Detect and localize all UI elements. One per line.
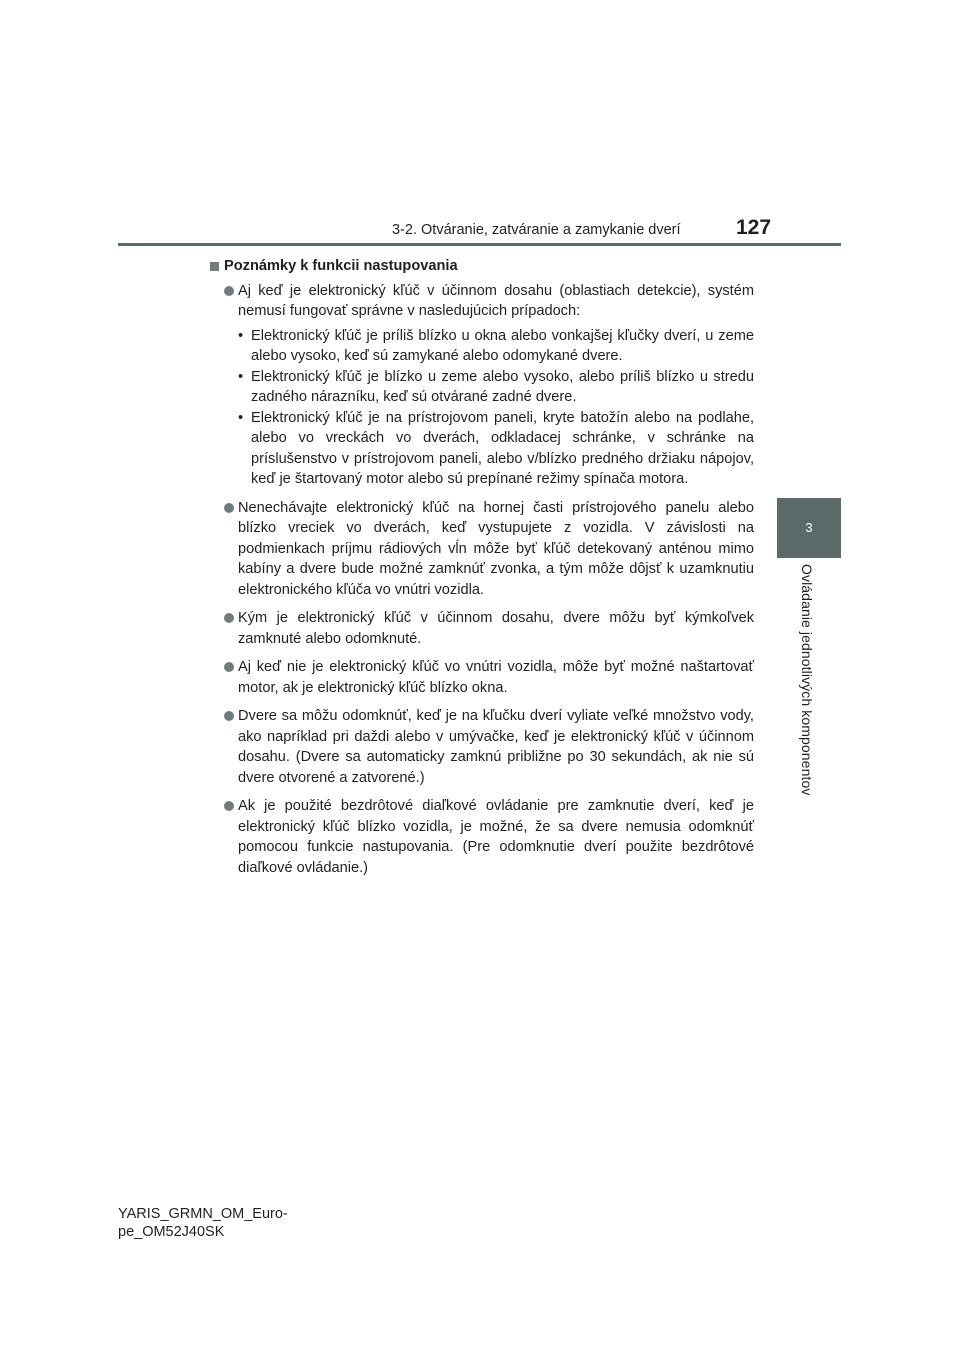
footer-doc-id bbox=[118, 1206, 288, 1241]
list-item-text: Kým je elektronický kľúč v účinnom dosahu, dvere môžu byť kýmkoľvek zamknuté alebo odomknuté. bbox=[238, 610, 754, 647]
circle-bullet-icon bbox=[224, 711, 234, 721]
circle-bullet-icon bbox=[224, 503, 234, 513]
list-item bbox=[210, 608, 754, 649]
sub-bullet-dot: • bbox=[238, 409, 244, 426]
list-item-text: Aj keď nie je elektronický kľúč vo vnútri vozidla, môže byť možné naštartovať motor, ak je elektronický kľúč blízko okna. bbox=[238, 659, 754, 696]
chapter-side-label bbox=[777, 558, 841, 802]
square-bullet-icon bbox=[210, 262, 219, 271]
section-heading-text: Poznámky k funkcii nastupovania bbox=[224, 258, 458, 274]
list-item bbox=[210, 796, 754, 878]
sub-list bbox=[238, 326, 754, 490]
list-item-text: Nenechávajte elektronický kľúč na hornej časti prístrojového panelu alebo blízko vreciek vo dverách, keď vystupujete z vozidla. V závislosti na podmienkach príjmu rádiových vĺn môže byť kľúč detekovaný anténou mimo kabíny a dvere bude možné zamknúť zvonka, a tým môže dôjsť k uzamknutiu elektronického kľúča vo vnútri vozidla. bbox=[238, 499, 754, 598]
sub-bullet-dot: • bbox=[238, 368, 244, 385]
list-item-text: Dvere sa môžu odomknúť, keď je na kľučku dverí vyliate veľké množstvo vody, ako napríklad pri daždi alebo v umývačke, keď je elektronický kľúč v účinnom dosahu. (Dvere sa automaticky zamknú približne po 30 sekundách, ak nie sú dvere otvorené a zatvorené.) bbox=[238, 708, 754, 786]
footer-line-2: pe_OM52J40SK bbox=[118, 1223, 225, 1240]
sub-list-item-text: Elektronický kľúč je na prístrojovom paneli, kryte batožín alebo na podlahe, alebo vo vreckách vo dverách, odkladacej schránke, v schránke na príslušenstvo v prístrojovom paneli, alebo v/blízko predného držiaku nápojov, keď je štartovaný motor alebo sú prepínané režimy spínača motora. bbox=[251, 409, 754, 487]
section-heading bbox=[210, 256, 754, 277]
circle-bullet-icon bbox=[224, 286, 234, 296]
sub-list-item-text: Elektronický kľúč je blízko u zeme alebo vysoko, alebo príliš blízko u stredu zadného nárazníku, keď sú otvárané zadné dvere. bbox=[251, 368, 754, 405]
header-section-title: 3-2. Otváranie, zatváranie a zamykanie dverí bbox=[392, 222, 681, 238]
list-item-text: Aj keď je elektronický kľúč v účinnom dosahu (oblastiach detekcie), systém nemusí fungovať správne v nasledujúcich prípadoch: bbox=[238, 282, 754, 319]
list-item bbox=[210, 498, 754, 601]
list-item bbox=[210, 657, 754, 698]
page-number: 127 bbox=[736, 216, 772, 239]
chapter-number: 3 bbox=[805, 520, 813, 535]
chapter-tab bbox=[777, 498, 841, 558]
sub-bullet-dot: • bbox=[238, 327, 244, 344]
chapter-title: Ovládanie jednotlivých komponentov bbox=[799, 564, 815, 796]
sub-list-item bbox=[238, 408, 754, 490]
sub-list-item-text: Elektronický kľúč je príliš blízko u okna alebo vonkajšej kľučky dverí, u zeme alebo vysoko, keď sú zamykané alebo odomykané dvere. bbox=[251, 327, 754, 364]
header-divider bbox=[118, 243, 841, 246]
circle-bullet-icon bbox=[224, 801, 234, 811]
footer-line-1: YARIS_GRMN_OM_Euro- bbox=[118, 1206, 288, 1222]
list-item-text: Ak je použité bezdrôtové diaľkové ovládanie pre zamknutie dverí, keď je elektronický kľúč blízko vozidla, je možné, že sa dvere nemusia odomknúť pomocou funkcie nastupovania. (Pre odomknutie dverí použite bezdrôtové diaľkové ovládanie.) bbox=[238, 798, 754, 876]
list-item bbox=[210, 706, 754, 788]
circle-bullet-icon bbox=[224, 613, 234, 623]
list-item bbox=[210, 281, 754, 490]
sub-list-item bbox=[238, 326, 754, 367]
circle-bullet-icon bbox=[224, 662, 234, 672]
main-content bbox=[210, 256, 754, 886]
sub-list-item bbox=[238, 367, 754, 408]
